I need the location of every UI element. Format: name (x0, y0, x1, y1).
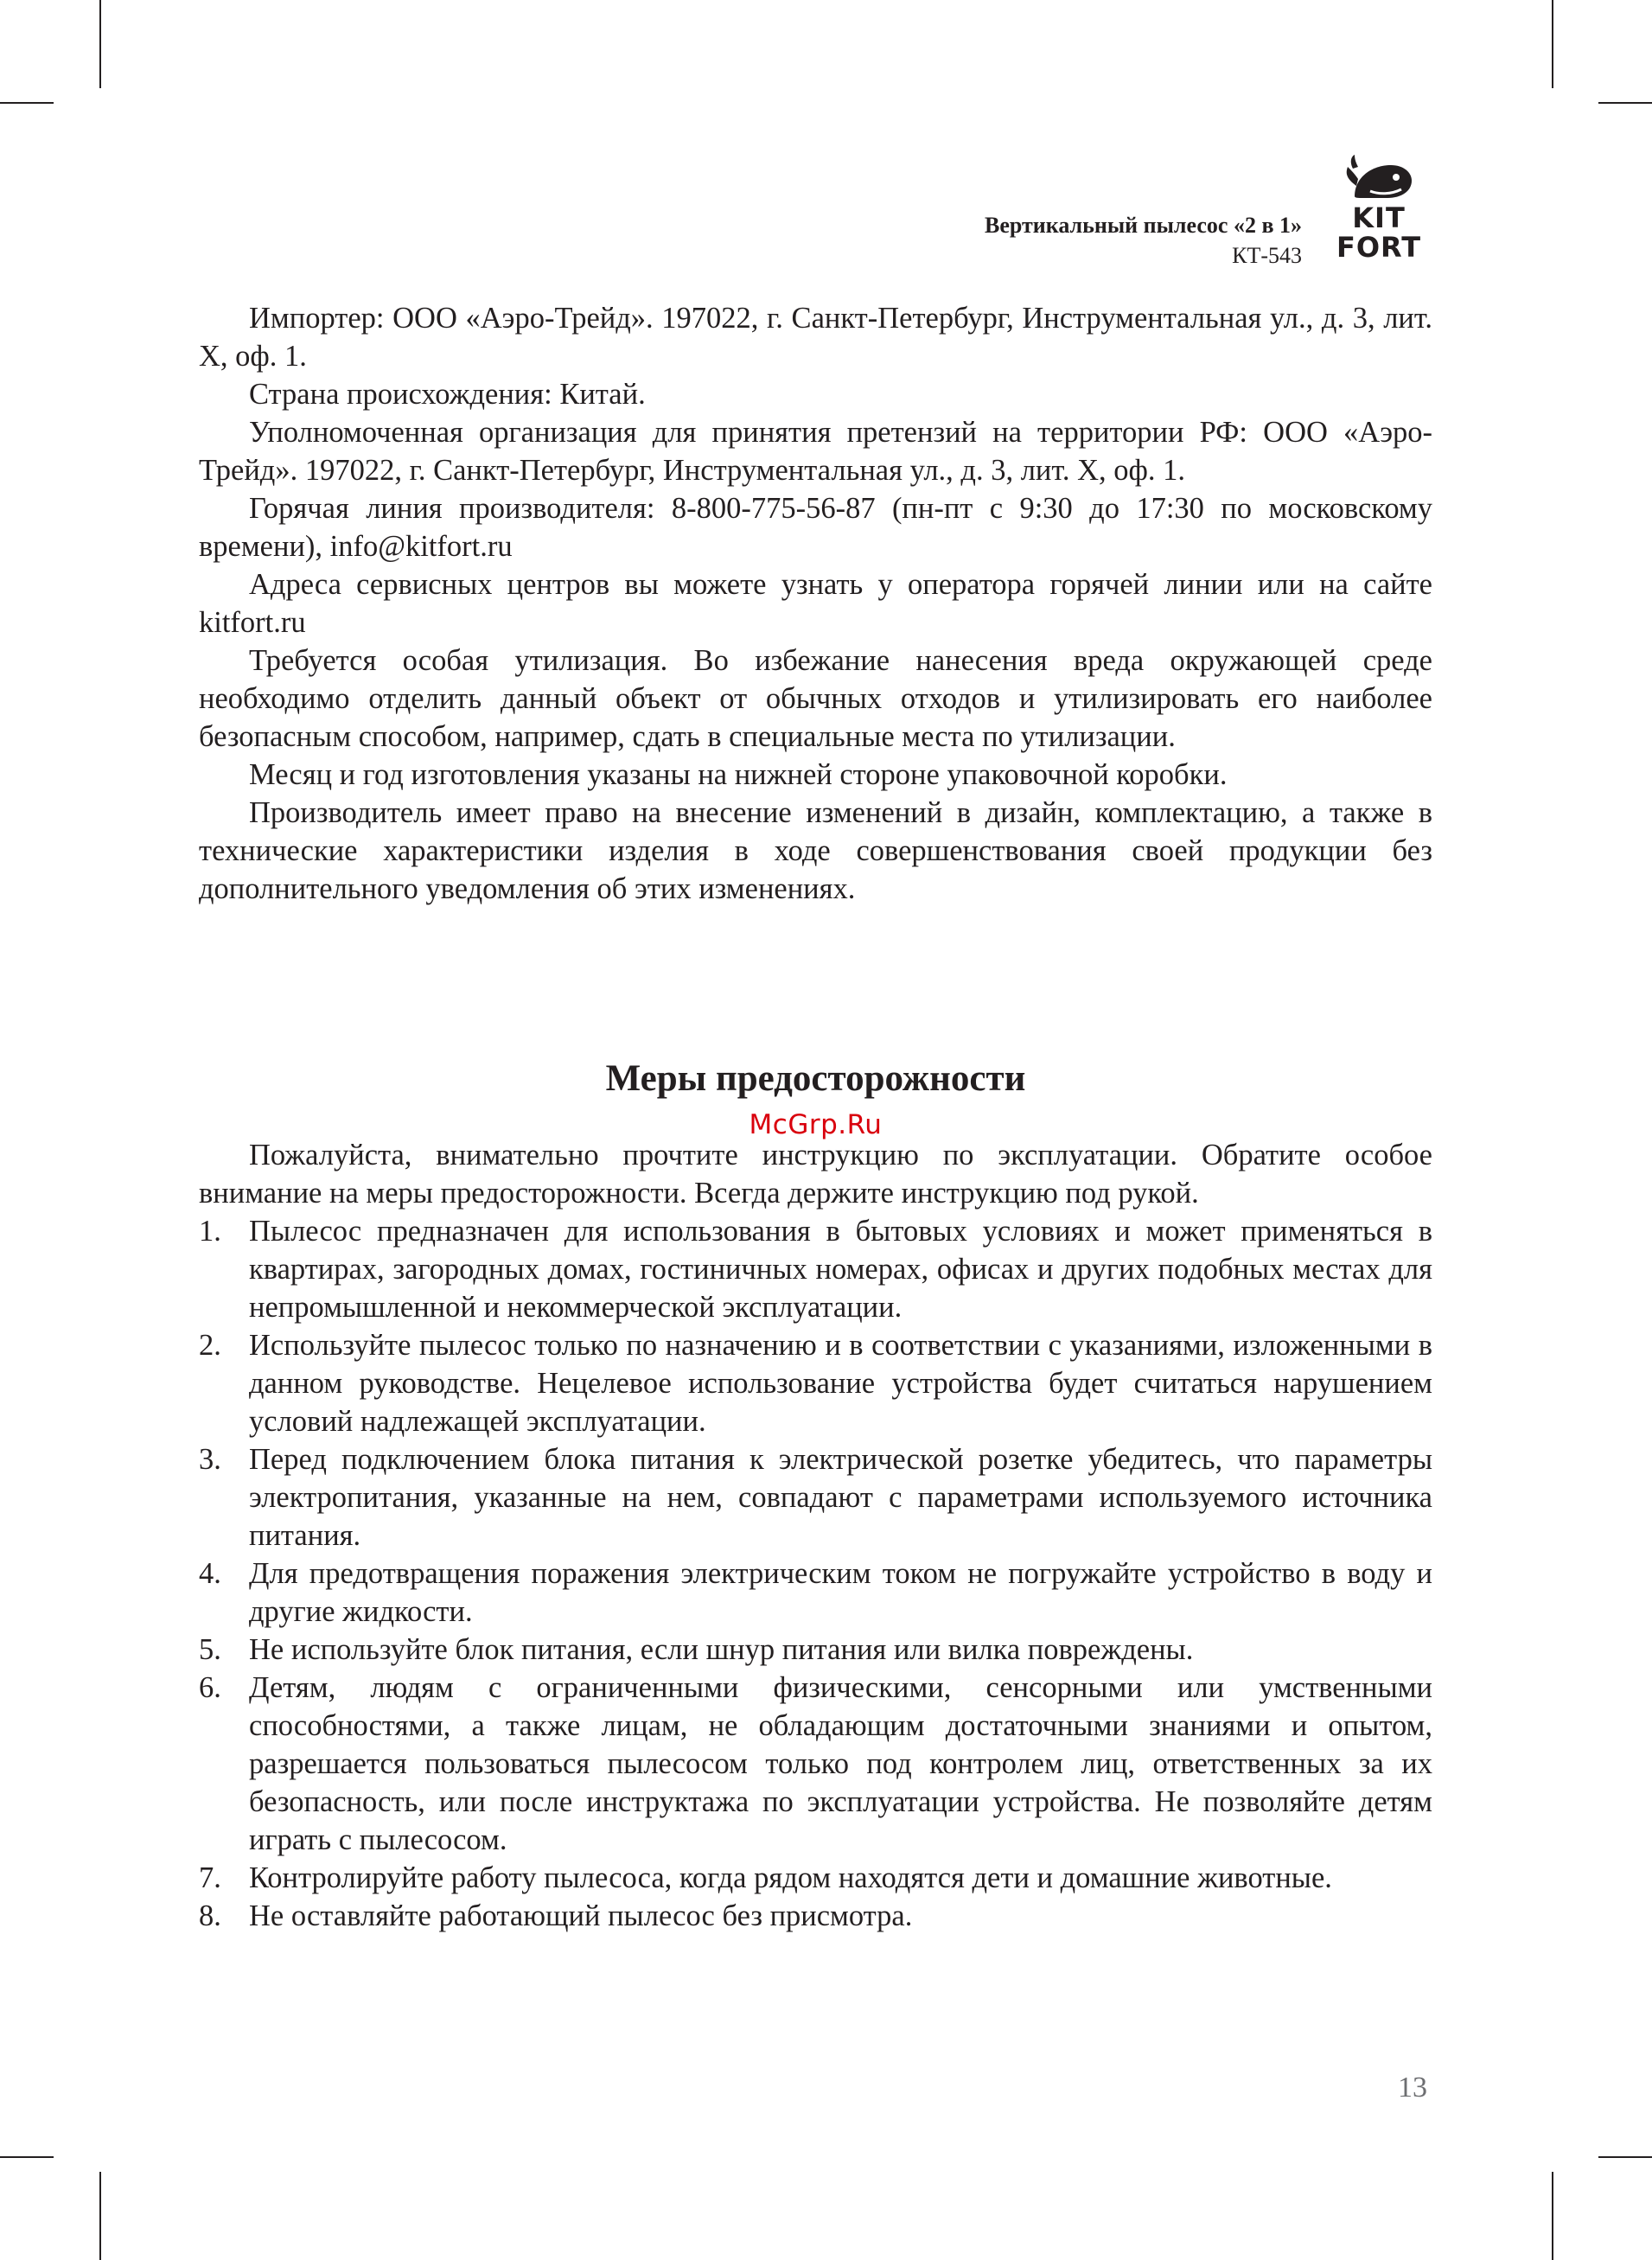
item-text: Детям, людям с ограниченными физическими, сенсорными или умственными способностями, а также лицам, не обладающим достаточными знаниями и опытом, разрешается пользоваться пылесосом только под контролем лиц, ответственных за их безопасность, или после инструктажа по эксплуатации устройства. Не позволяйте детям играть с пылесосом. (249, 1671, 1432, 1856)
crop-mark (1598, 102, 1652, 104)
item-number: 7. (199, 1861, 221, 1894)
item-number: 5. (199, 1633, 221, 1666)
item-number: 8. (199, 1899, 221, 1932)
item-text: Используйте пылесос только по назначению и в соответствии с указаниями, изложенными в данном руководстве. Нецелевое использование устройства будет считаться нарушением условий надлежащей эксплуатации. (249, 1329, 1432, 1438)
section-intro: Пожалуйста, внимательно прочтите инструкцию по эксплуатации. Обратите особое внимание на меры предосторожности. Всегда держите инструкцию под рукой. (199, 1139, 1432, 1210)
running-header (985, 210, 1302, 271)
paragraph: Месяц и год изготовления указаны на нижней стороне упаковочной коробки. (249, 758, 1228, 791)
crop-mark (1552, 0, 1553, 88)
list-item (199, 1631, 1432, 1669)
paragraph: Уполномоченная организация для принятия претензий на территории РФ: ООО «Аэро-Трейд». 197022, г. Санкт-Петербург, Инструментальная ул., д. 3, лит. Х, оф. 1. (199, 416, 1432, 487)
paragraph: Страна происхождения: Китай. (249, 378, 646, 411)
list-item (199, 1326, 1432, 1440)
item-text: Контролируйте работу пылесоса, когда рядом находятся дети и домашние животные. (249, 1861, 1332, 1894)
logo-text: KIT FORT (1336, 201, 1422, 264)
whale-icon (1318, 151, 1439, 203)
list-item (199, 1440, 1432, 1555)
list-item (199, 1897, 1432, 1935)
list-item (199, 1669, 1432, 1859)
crop-mark (0, 2156, 54, 2158)
paragraph: Импортер: ООО «Аэро-Трейд». 197022, г. Санкт-Петербург, Инструментальная ул., д. 3, лит. Х, оф. 1. (199, 302, 1432, 373)
item-number: 2. (199, 1329, 221, 1362)
item-text: Не используйте блок питания, если шнур питания или вилка повреждены. (249, 1633, 1194, 1666)
crop-mark (1598, 2156, 1652, 2158)
paragraph: Горячая линия производителя: 8-800-775-56-87 (пн-пт с 9:30 до 17:30 по московскому времени), info@kitfort.ru (199, 492, 1432, 563)
item-text: Перед подключением блока питания к электрической розетке убедитесь, что параметры электропитания, указанные на нем, совпадают с параметрами используемого источника питания. (249, 1443, 1432, 1552)
item-number: 4. (199, 1557, 221, 1590)
product-title: Вертикальный пылесос «2 в 1» (984, 213, 1302, 238)
section-heading: Меры предосторожности (605, 1058, 1026, 1099)
precautions-list (199, 1136, 1432, 1935)
paragraph: Производитель имеет право на внесение изменений в дизайн, комплектацию, а также в технические характеристики изделия в ходе совершенствования своей продукции без дополнительного уведомления об этих изменениях. (199, 796, 1432, 905)
page-number: 13 (1398, 2072, 1427, 2104)
main-text (199, 299, 1432, 908)
item-text: Для предотвращения поражения электрическим током не погружайте устройство в воду и другие жидкости. (249, 1557, 1432, 1628)
crop-mark (99, 2172, 101, 2260)
paragraph: Требуется особая утилизация. Во избежание нанесения вреда окружающей среде необходимо отделить данный объект от обычных отходов и утилизировать его наиболее безопасным способом, например, сдать в специальные места по утилизации. (199, 644, 1432, 753)
item-number: 1. (199, 1215, 221, 1248)
list-item (199, 1859, 1432, 1897)
item-text: Пылесос предназначен для использования в бытовых условиях и может применяться в квартирах, загородных домах, гостиничных номерах, офисах и других подобных местах для непромышленной и некоммерческой эксплуатации. (249, 1215, 1432, 1324)
crop-mark (1552, 2172, 1553, 2260)
crop-mark (99, 0, 101, 88)
kitfort-logo (1318, 151, 1439, 264)
product-model: КТ-543 (1232, 243, 1302, 268)
item-text: Не оставляйте работающий пылесос без присмотра. (249, 1899, 913, 1932)
list-item (199, 1555, 1432, 1631)
item-number: 6. (199, 1671, 221, 1704)
watermark: McGrp.Ru (749, 1109, 883, 1140)
crop-mark (0, 102, 54, 104)
paragraph: Адреса сервисных центров вы можете узнать у оператора горячей линии или на сайте kitfort.ru (199, 568, 1432, 639)
list-item (199, 1212, 1432, 1326)
item-number: 3. (199, 1443, 221, 1476)
